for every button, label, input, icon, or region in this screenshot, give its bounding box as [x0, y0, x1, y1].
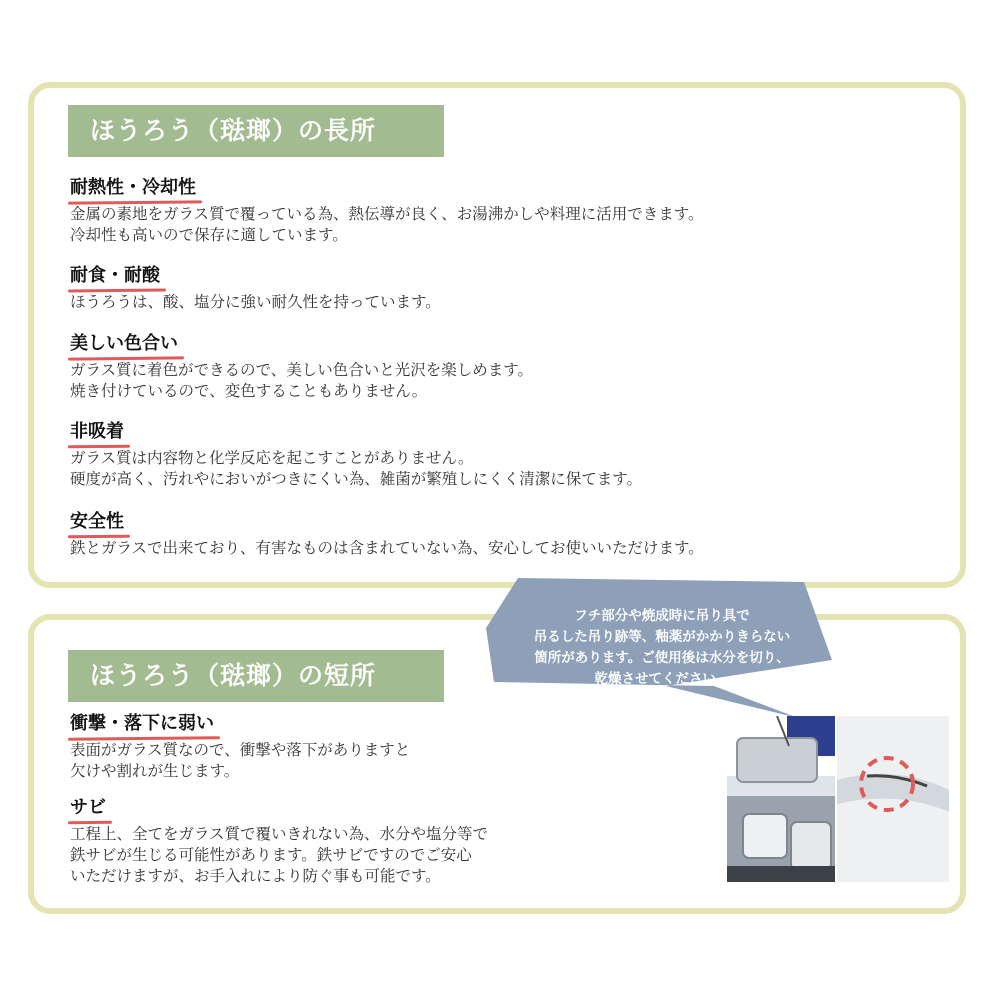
item-heading: 耐熱性・冷却性: [70, 176, 196, 204]
item-heading: 衝撃・落下に弱い: [70, 712, 214, 740]
item-text: 欠けや割れが生じます。: [70, 762, 240, 780]
item-heading: 耐食・耐酸: [70, 264, 160, 292]
enamel-photo: [727, 716, 949, 882]
pros-item-nonabsorbent: [70, 420, 642, 490]
pros-item-corrosion: [70, 264, 441, 313]
item-text: 焼き付けているので、変色することもありません。: [70, 382, 428, 400]
item-text: ほうろうは、酸、塩分に強い耐久性を持っています。: [70, 293, 441, 311]
pros-item-heat: [70, 176, 704, 246]
item-text: いただけますが、お手入れにより防ぐ事も可能です。: [70, 867, 441, 885]
item-text: 硬度が高く、汚れやにおいがつきにくい為、雑菌が繁殖しにくく清潔に保てます。: [70, 470, 642, 488]
item-heading: 美しい色合い: [70, 332, 178, 360]
callout-line: 吊るした吊り跡等、釉薬がかかりきらない: [533, 629, 791, 645]
callout-bubble: [486, 578, 838, 708]
item-heading: 非吸着: [70, 420, 124, 448]
callout-line: フチ部分や焼成時に吊り具で: [574, 608, 750, 624]
item-text: 工程上、全てをガラス質で覆いきれない為、水分や塩分等で: [70, 825, 489, 843]
item-text: ガラス質は内容物と化学反応を起こすことがありません。: [70, 449, 474, 467]
cons-item-rust: [70, 796, 488, 887]
pros-item-safety: [70, 510, 704, 559]
pros-title: ほうろう（琺瑯）の長所: [68, 105, 444, 157]
item-heading: サビ: [70, 796, 106, 824]
item-text: 鉄サビが生じる可能性があります。鉄サビですのでご安心: [70, 846, 472, 864]
item-text: 冷却性も高いので保存に適しています。: [70, 226, 348, 244]
callout-text: [486, 606, 838, 690]
pros-item-color: [70, 332, 533, 402]
item-text: 表面がガラス質なので、衝撃や落下がありますと: [70, 741, 411, 759]
item-text: 金属の素地をガラス質で覆っている為、熱伝導が良く、お湯沸かしや料理に活用できます。: [70, 205, 704, 223]
item-text: ガラス質に着色ができるので、美しい色合いと光沢を楽しめます。: [70, 361, 533, 379]
item-text: 鉄とガラスで出来ており、有害なものは含まれていない為、安心してお使いいただけます。: [70, 539, 704, 557]
pros-panel: [28, 82, 966, 588]
callout-line: 箇所があります。ご使用後は水分を切り、: [534, 650, 790, 666]
callout-line: 乾燥させてください。: [594, 671, 730, 687]
item-heading: 安全性: [70, 510, 124, 538]
cons-title: ほうろう（琺瑯）の短所: [68, 650, 444, 702]
cons-item-impact: [70, 712, 410, 782]
